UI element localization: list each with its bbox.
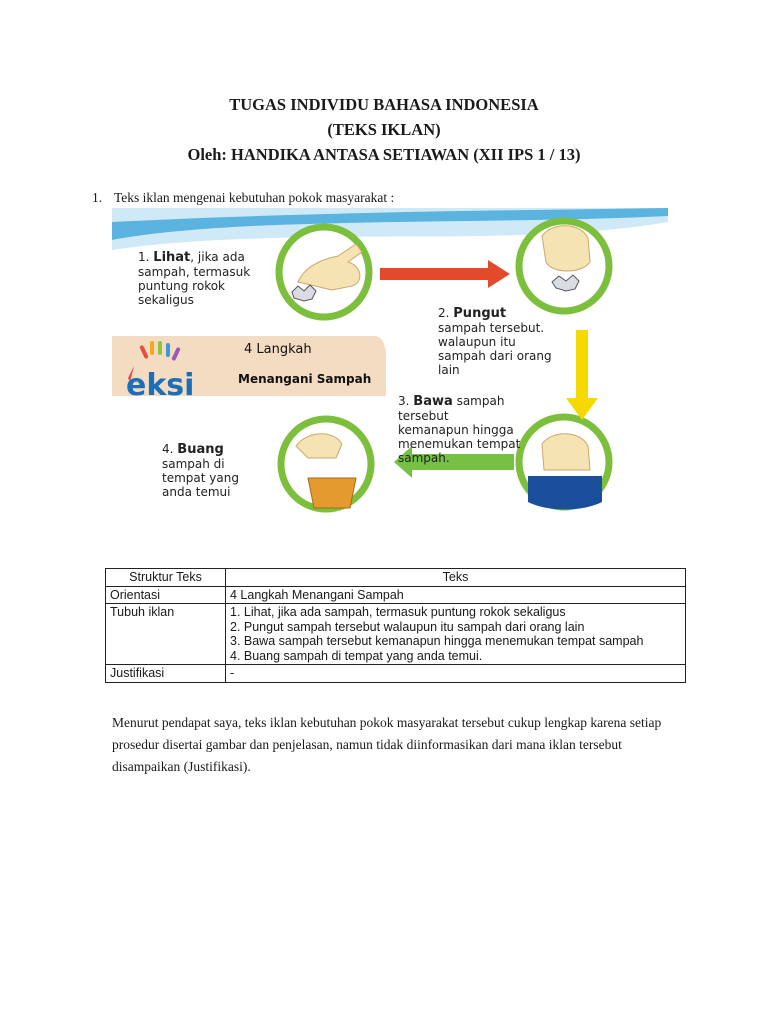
table-row [106,604,686,665]
table-header-row [106,569,686,587]
step-4-text: 4. Buang sampah di tempat yang anda temui [162,442,239,499]
picking-hand-icon [542,226,590,271]
bin-icon-blue [528,476,602,510]
question-text: Teks iklan mengenai kebutuhan pokok masyarakat : [114,190,395,205]
header-author: Oleh: HANDIKA ANTASA SETIAWAN (XII IPS 1 / 13) [187,145,581,164]
step-1-text: 1. Lihat, jika ada sampah, termasuk puntung rokok sekaligus [138,250,251,307]
poster-image [112,208,668,524]
step-2-text: 2. Pungut sampah tersebut. walaupun itu sampah dari orang lain [438,306,552,377]
logo-text: eksi [126,368,195,403]
opinion-paragraph: Menurut pendapat saya, teks iklan kebutuhan pokok masyarakat tersebut cukup lengkap karena setiap prosedur disertai gambar dan penjelasan, namun tidak diinformasikan dari mana iklan tersebut disampaikan (Justifikasi). [112,715,662,774]
question-number: 1. [92,190,103,205]
poster-title-line1: 4 Langkah [244,342,312,357]
tubuh-line: 2. Pungut sampah tersebut walaupun itu sampah dari orang lain [230,619,585,634]
header-struktur: Struktur Teks [106,569,226,587]
arrow-right [380,260,510,288]
step-3-text: 3. Bawa sampah tersebut kemanapun hingga menemukan tempat sampah. [398,394,521,465]
row-label-orientasi: Orientasi [106,586,226,604]
header-subtitle: (TEKS IKLAN) [327,120,441,139]
row-label-tubuh: Tubuh iklan [106,604,226,665]
tubuh-line: 3. Bawa sampah tersebut kemanapun hingga menemukan tempat sampah [230,634,644,648]
question-1 [92,190,394,206]
bin-icon-orange [308,478,356,508]
table-row [106,586,686,604]
tubuh-line: 4. Buang sampah di tempat yang anda temui. [230,648,483,663]
row-text-tubuh [226,604,686,665]
row-text-justifikasi: - [226,665,686,683]
document-header [0,92,768,167]
header-title: TUGAS INDIVIDU BAHASA INDONESIA [229,95,539,114]
row-text-orientasi: 4 Langkah Menangani Sampah [226,586,686,604]
poster-title-line2: Menangani Sampah [238,372,372,386]
row-label-justifikasi: Justifikasi [106,665,226,683]
structure-table [105,568,686,683]
table-row [106,665,686,683]
carrying-hand-icon [542,434,590,470]
tubuh-line: 1. Lihat, jika ada sampah, termasuk puntung rokok sekaligus [230,605,566,619]
arrow-down [566,330,598,420]
header-teks: Teks [226,569,686,587]
